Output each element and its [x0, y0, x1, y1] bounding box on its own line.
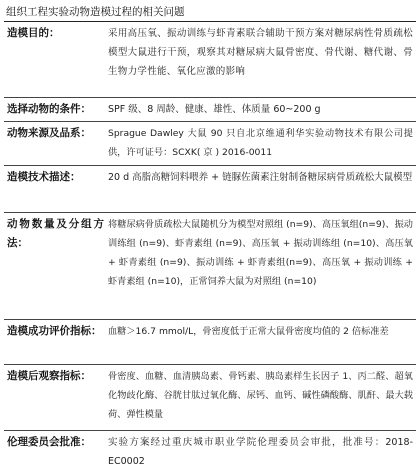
- row-label: 动物数量及分组方法：: [7, 218, 104, 249]
- table-row: [4, 121, 416, 165]
- table-row: [4, 165, 416, 212]
- row-label: 造模技术描述：: [7, 171, 81, 183]
- row-label: 造模目的：: [7, 27, 60, 39]
- table-row: [4, 97, 416, 121]
- row-label: 造模成功评价指标：: [7, 325, 102, 337]
- row-label: 造模后观察指标：: [7, 370, 91, 382]
- row-content: 采用高压氧、振动训练与虾青素联合辅助干预方案对糖尿病性骨质疏松模型大鼠进行干预，观察其对糖尿病大鼠骨密度、骨代谢、糖代谢、骨生物力学性能、氧化应激的影响: [108, 28, 413, 77]
- table-row: [4, 22, 416, 97]
- row-content: 血糖＞16.7 mmol/L，骨密度低于正常大鼠骨密度均值的 2 倍标准差: [108, 326, 389, 337]
- table-row: [4, 212, 416, 319]
- table-title: 组织工程实验动物造模过程的相关问题: [6, 6, 185, 18]
- row-content: 将糖尿病骨质疏松大鼠随机分为模型对照组 (n=9)、高压氧组(n=9)、振动训练组 (n=9)、虾青素组 (n=9)、高压氧 + 振动训练组 (n=10)、高压氧 + 虾青素组 (n=9)、振动训练 + 虾青素组(n=9)、高压氧 + 振动训练 + 虾青素组 (n=10)，正常饲养大鼠为对照组 (n=10): [108, 219, 413, 287]
- info-table: [4, 21, 416, 473]
- row-label: 伦理委员会批准：: [7, 436, 91, 448]
- table-row: [4, 319, 416, 364]
- row-content: Sprague Dawley 大鼠 90 只自北京维通利华实验动物技术有限公司提供，许可证号：SCXK( 京 ) 2016-0011: [108, 128, 413, 158]
- row-content: 骨密度、血糖、血清胰岛素、骨钙素、胰岛素样生长因子 1、丙二醛、超氧化物歧化酶、谷胱甘肽过氧化酶、尿钙、血钙、碱性磷酸酶、肌酐、最大载荷、弹性模量: [108, 371, 413, 420]
- row-label: 动物来源及品系：: [7, 127, 91, 139]
- table-row: [4, 430, 416, 473]
- row-label: 选择动物的条件：: [7, 103, 91, 115]
- row-content: 实验方案经过重庆城市职业学院伦理委员会审批，批准号：2018-EC0002: [108, 437, 413, 467]
- row-content: 20 d 高脂高糖饲料喂养 + 链脲佐菌素注射制备糖尿病骨质疏松大鼠模型: [108, 172, 413, 183]
- row-content: SPF 级、8 周龄、健康、雄性、体质量 60~200 g: [108, 104, 321, 115]
- table-row: [4, 364, 416, 430]
